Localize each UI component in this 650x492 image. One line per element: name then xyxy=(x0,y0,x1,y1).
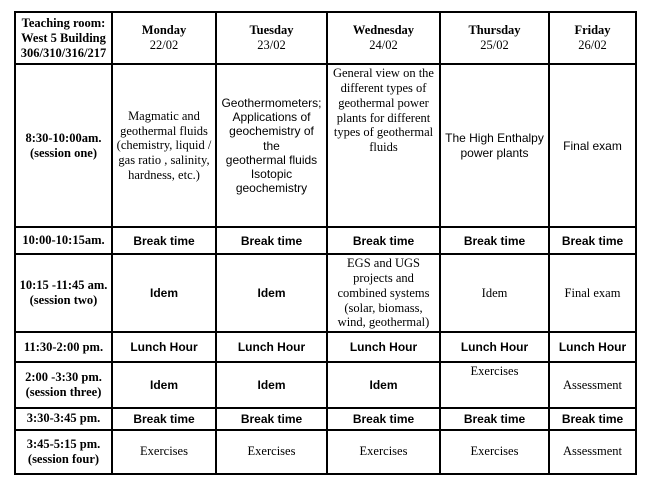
time-label: 3:30-3:45 pm. xyxy=(26,411,101,426)
row-session-two xyxy=(15,254,636,332)
cell-line: General view on the xyxy=(332,66,434,81)
cell-line: Break time xyxy=(352,233,415,248)
schedule-cell xyxy=(216,408,327,430)
cell-line: projects and xyxy=(353,271,414,286)
schedule-cell xyxy=(327,332,440,362)
time-label-cell xyxy=(15,408,112,430)
schedule-cell xyxy=(216,64,327,227)
schedule-cell xyxy=(327,254,440,332)
row-lunch xyxy=(15,332,636,362)
row-session-four xyxy=(15,430,636,474)
cell-line: (chemistry, liquid / xyxy=(116,138,212,153)
header-row xyxy=(15,12,636,64)
cell-line: The High Enthalpy xyxy=(445,131,544,146)
cell-line: Exercises xyxy=(359,444,408,459)
schedule-cell xyxy=(216,227,327,254)
schedule-cell xyxy=(327,64,440,227)
time-label-cell xyxy=(15,254,112,332)
cell-line: Break time xyxy=(133,411,195,426)
cell-line: Break time xyxy=(561,411,624,426)
day-header-monday xyxy=(112,12,216,64)
session-label: (session two) xyxy=(29,293,98,308)
cell-line: Lunch Hour xyxy=(130,340,198,355)
schedule-cell xyxy=(549,64,636,227)
cell-line: Break time xyxy=(561,233,624,248)
schedule-cell xyxy=(112,254,216,332)
schedule-cell xyxy=(327,408,440,430)
cell-line: Final exam xyxy=(563,138,622,153)
time-label-cell xyxy=(15,332,112,362)
schedule-cell xyxy=(549,254,636,332)
schedule-cell xyxy=(440,254,549,332)
cell-line: Isotopic xyxy=(250,166,293,181)
day-date: 23/02 xyxy=(257,38,286,53)
day-header-wednesday xyxy=(327,12,440,64)
schedule-cell xyxy=(440,430,549,474)
cell-line: Lunch Hour xyxy=(237,340,306,355)
cell-line: geochemistry of the xyxy=(229,124,314,153)
cell-line: EGS and UGS xyxy=(347,256,420,271)
cell-line: Exercises xyxy=(140,444,188,459)
schedule-cell xyxy=(440,227,549,254)
room-label-line: Teaching room: xyxy=(21,16,106,30)
schedule-cell xyxy=(216,362,327,407)
cell-line: Idem xyxy=(149,377,178,392)
cell-line: power plants xyxy=(460,145,529,160)
cell-line: Exercises xyxy=(470,364,519,379)
time-label-cell xyxy=(15,64,112,227)
cell-line: Lunch Hour xyxy=(460,340,529,355)
day-date: 22/02 xyxy=(149,38,179,53)
day-date: 25/02 xyxy=(480,38,509,53)
schedule-cell xyxy=(440,64,549,227)
room-label-line: 306/310/316/217 xyxy=(20,45,107,60)
cell-line: Break time xyxy=(133,233,195,248)
schedule-cell xyxy=(549,227,636,254)
cell-line: Idem xyxy=(257,286,286,301)
day-name: Monday xyxy=(141,23,187,38)
cell-line: hardness, etc.) xyxy=(128,167,200,182)
cell-line: Break time xyxy=(463,411,526,426)
cell-line: Assessment xyxy=(562,377,623,392)
cell-line: Idem xyxy=(149,286,178,301)
time-label: 3:45-5:15 pm. xyxy=(26,437,101,452)
day-name: Thursday xyxy=(468,23,521,38)
row-break-morning xyxy=(15,227,636,254)
session-label: (session four) xyxy=(27,451,100,466)
cell-line: Exercises xyxy=(247,444,296,459)
schedule-cell xyxy=(440,408,549,430)
time-label: 8:30-10:00am. xyxy=(25,130,102,145)
day-header-friday xyxy=(549,12,636,64)
time-label-cell xyxy=(15,362,112,407)
time-label: 10:00-10:15am. xyxy=(22,233,105,248)
day-date: 24/02 xyxy=(369,38,398,53)
session-label: (session one) xyxy=(29,145,98,160)
cell-line: Applications of xyxy=(232,110,311,125)
cell-line: geothermal power xyxy=(338,95,429,110)
schedule-cell xyxy=(112,430,216,474)
cell-line: (solar, biomass, xyxy=(344,300,423,315)
schedule-cell xyxy=(549,362,636,407)
schedule-cell xyxy=(549,332,636,362)
cell-line: geothermal fluids xyxy=(120,123,208,138)
cell-line: Break time xyxy=(240,411,303,426)
cell-line: Idem xyxy=(257,377,286,392)
cell-line: plants for different xyxy=(336,110,431,125)
cell-line: types of geothermal xyxy=(333,125,434,140)
row-session-three xyxy=(15,362,636,407)
schedule-cell xyxy=(216,332,327,362)
time-label: 11:30-2:00 pm. xyxy=(23,339,104,354)
cell-line: Idem xyxy=(481,285,508,300)
day-name: Friday xyxy=(574,23,611,38)
cell-line: Idem xyxy=(369,377,398,392)
cell-line: Lunch Hour xyxy=(349,340,418,355)
cell-line: Lunch Hour xyxy=(558,340,627,355)
session-label: (session three) xyxy=(25,385,102,400)
day-name: Tuesday xyxy=(249,23,294,38)
day-name: Wednesday xyxy=(352,23,415,38)
cell-line: gas ratio , salinity, xyxy=(118,153,210,168)
schedule-cell xyxy=(327,362,440,407)
cell-line: Break time xyxy=(240,233,303,248)
schedule-cell xyxy=(216,430,327,474)
schedule-cell xyxy=(112,362,216,407)
cell-line: fluids xyxy=(369,140,398,154)
schedule-cell xyxy=(112,332,216,362)
schedule-cell xyxy=(112,408,216,430)
cell-line: Geothermometers; xyxy=(221,96,322,111)
schedule-cell xyxy=(112,227,216,254)
schedule-cell xyxy=(112,64,216,227)
room-label-line: West 5 Building xyxy=(21,30,106,45)
schedule-cell xyxy=(216,254,327,332)
cell-line: combined systems xyxy=(337,285,430,300)
row-break-afternoon xyxy=(15,408,636,430)
day-header-thursday xyxy=(440,12,549,64)
cell-line: geothermal fluids xyxy=(225,152,318,167)
schedule-cell xyxy=(549,430,636,474)
day-date: 26/02 xyxy=(578,38,607,53)
cell-line: wind, geothermal) xyxy=(337,315,430,330)
cell-line: geochemistry xyxy=(235,181,308,196)
cell-line: Break time xyxy=(463,233,526,248)
row-session-one xyxy=(15,64,636,227)
time-label: 10:15 -11:45 am. xyxy=(19,278,108,293)
cell-line: Final exam xyxy=(564,285,621,300)
schedule-cell xyxy=(327,227,440,254)
room-label-cell xyxy=(15,12,112,64)
cell-line: different types of xyxy=(340,81,427,95)
timetable xyxy=(14,11,637,475)
cell-line: Break time xyxy=(352,411,415,426)
time-label: 2:00 -3:30 pm. xyxy=(25,370,102,385)
schedule-cell xyxy=(440,332,549,362)
time-label-cell xyxy=(15,227,112,254)
day-header-tuesday xyxy=(216,12,327,64)
cell-line: Exercises xyxy=(470,444,519,459)
cell-line: Assessment xyxy=(562,444,623,459)
cell-line: Magmatic and xyxy=(128,108,200,123)
time-label-cell xyxy=(15,430,112,474)
schedule-cell xyxy=(327,430,440,474)
schedule-cell xyxy=(549,408,636,430)
schedule-cell xyxy=(440,362,549,407)
